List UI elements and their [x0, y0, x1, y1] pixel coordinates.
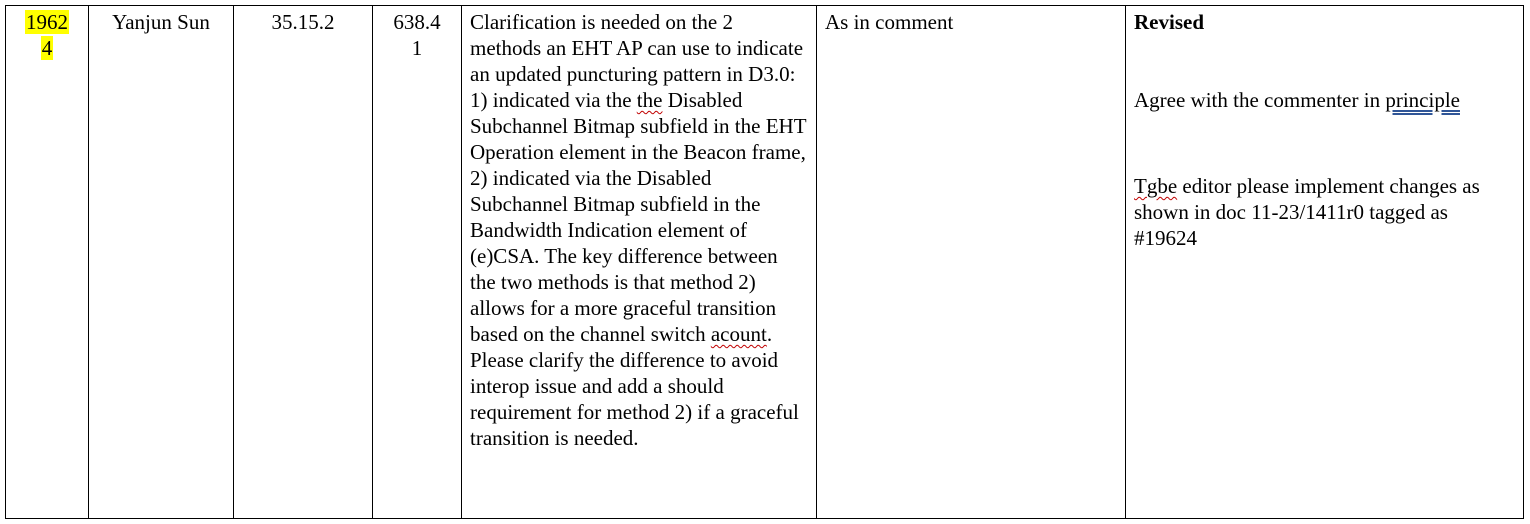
resolution-line2	[1134, 173, 1515, 251]
page-line-part1: 638.4	[393, 10, 441, 34]
resolution-status: Revised	[1134, 10, 1204, 34]
proposed-change-text: As in comment	[825, 10, 954, 34]
commenter-cell	[89, 6, 234, 519]
comment-text-seg1: Clarification is needed on the 2 methods an EHT AP can use to indicate an updated puncturing pattern in D3.0: 1) indicated via the	[470, 10, 804, 112]
cid-number-line2: 4	[41, 36, 53, 60]
table-row	[6, 6, 1524, 519]
resolution-principle-word: principle	[1385, 88, 1460, 112]
page-line-part2: 1	[411, 36, 423, 60]
comment-text-seg5: . Please clarify the difference to avoid interop issue and add a should requirement for method 2) if a graceful transition is needed.	[470, 322, 799, 450]
comment-text-seg3: Disabled Subchannel Bitmap subfield in the EHT Operation element in the Beacon frame, 2) indicated via the Disabled Subchannel Bitmap subfield in the Bandwidth Indication element of (e)CSA. The key difference between the two methods is that method 2) allows for a more graceful transition based on the channel switch	[470, 88, 807, 346]
resolution-line1-text: Agree with the commenter in	[1134, 88, 1386, 112]
comment-cell	[462, 6, 817, 519]
comment-resolution-table	[5, 5, 1524, 519]
clause-number: 35.15.2	[271, 10, 335, 34]
page-line-cell	[373, 6, 462, 519]
resolution-line2-text: editor please implement changes as shown in doc 11-23/1411r0 tagged as #19624	[1134, 174, 1480, 250]
clause-cell	[234, 6, 373, 519]
resolution-spellcheck-word: Tgbe	[1134, 174, 1178, 198]
proposed-change-cell	[817, 6, 1126, 519]
comment-spellcheck-word: the	[636, 88, 663, 112]
resolution-cell	[1126, 6, 1524, 519]
commenter-name: Yanjun Sun	[112, 10, 210, 34]
cid-cell	[6, 6, 89, 519]
resolution-line1	[1134, 87, 1515, 113]
cid-number-line1: 1962	[26, 10, 68, 34]
comment-spellcheck-word-2: acount	[710, 322, 767, 346]
